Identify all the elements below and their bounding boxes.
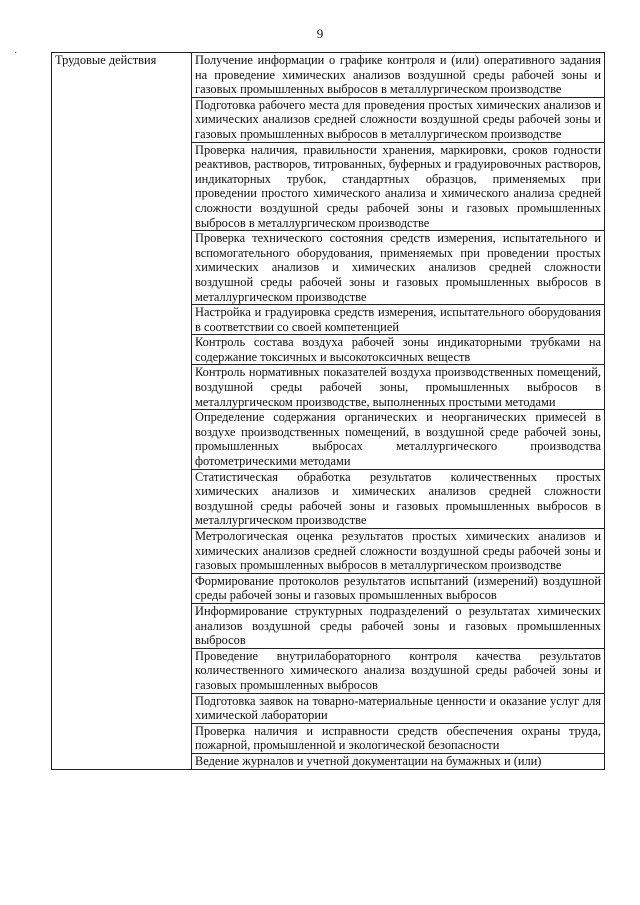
action-text: Информирование структурных подразделений о результатах химических анализов воздушной среды рабочей зоны и газовых промышленных выбросов [195,603,601,648]
action-text: Проверка технического состояния средств измерения, испытательного и вспомогательного оборудования, применяемых при проведении простых химических анализов и химических анализов средней сложности воздушной среды рабочей зоны и газовых промышленных выбросов в металлургическом производстве [195,231,601,304]
action-cell [192,753,605,769]
action-text: Проверка наличия, правильности хранения, маркировки, сроков годности реактивов, растворов, титрованных, буферных и градуировочных растворов, индикаторных трубок, стандартных образцов, применяемых при проведении простого химического анализа и химического анализа средней сложности воздушной среды рабочей зоны и газовых промышленных выбросов в металлургическом производстве [195,142,601,230]
row-label-labor-actions: Трудовые действия [52,53,192,770]
action-cell [192,723,605,753]
table-body [52,53,605,770]
action-cell [192,305,605,335]
action-text: Подготовка рабочего места для проведения простых химических анализов и химических анализов средней сложности воздушной среды рабочей зоны и газовых промышленных выбросов в металлургическом производстве [195,97,601,141]
action-text: Подготовка заявок на товарно-материальные ценности и оказание услуг для химической лаборатории [195,693,601,723]
action-cell [192,693,605,723]
action-text: Формирование протоколов результатов испытаний (измерений) воздушной среды рабочей зоны и газовых промышленных выбросов [195,573,601,603]
page-number: 9 [316,26,324,41]
action-text: Контроль состава воздуха рабочей зоны индикаторными трубками на содержание токсичных и высокотоксичных веществ [195,335,601,364]
action-text: Определение содержания органических и неорганических примесей в воздухе производственных помещений, в воздушной среде рабочей зоны, промышленных выбросах металлургического производства фотометрическими методами [195,410,601,469]
action-cell [192,648,605,693]
action-cell [192,469,605,528]
scan-dot: · [14,48,18,59]
action-text: Проверка наличия и исправности средств обеспечения охраны труда, пожарной, промышленной и экологической безопасности [195,723,601,753]
action-text: Ведение журналов и учетной документации на бумажных и (или) [195,753,542,768]
action-cell [192,142,605,231]
action-text: Настройка и градуировка средств измерения, испытательного оборудования в соответствии со своей компетенцией [195,305,601,334]
action-cell [192,573,605,603]
action-text: Метрологическая оценка результатов простых химических анализов и химических анализов средней сложности воздушной среды рабочей зоны и газовых промышленных выбросов в металлургическом производстве [195,529,601,573]
action-cell [192,410,605,469]
action-cell [192,603,605,648]
action-cell [192,529,605,574]
action-text: Проведение внутрилабораторного контроля качества результатов количественного химического анализа воздушной среды рабочей зоны и газовых промышленных выбросов [195,648,601,692]
action-cell [192,53,605,98]
action-text: Статистическая обработка результатов количественных простых химических анализов и химических анализов средней сложности воздушной среды рабочей зоны и газовых промышленных выбросов в металлургическом производстве [195,469,601,528]
action-text: Получение информации о графике контроля и (или) оперативного задания на проведение химических анализов воздушной среды рабочей зоны и газовых промышленных выбросов в металлургическом производстве [195,53,601,97]
labor-actions-table [51,52,605,770]
action-cell [192,231,605,305]
action-cell [192,335,605,365]
action-cell [192,97,605,142]
table-row [52,53,605,98]
action-text: Контроль нормативных показателей воздуха производственных помещений, воздушной среды рабочей зоны, промышленных выбросов в металлургическом производстве, выполненных простыми методами [195,365,601,409]
action-cell [192,365,605,410]
